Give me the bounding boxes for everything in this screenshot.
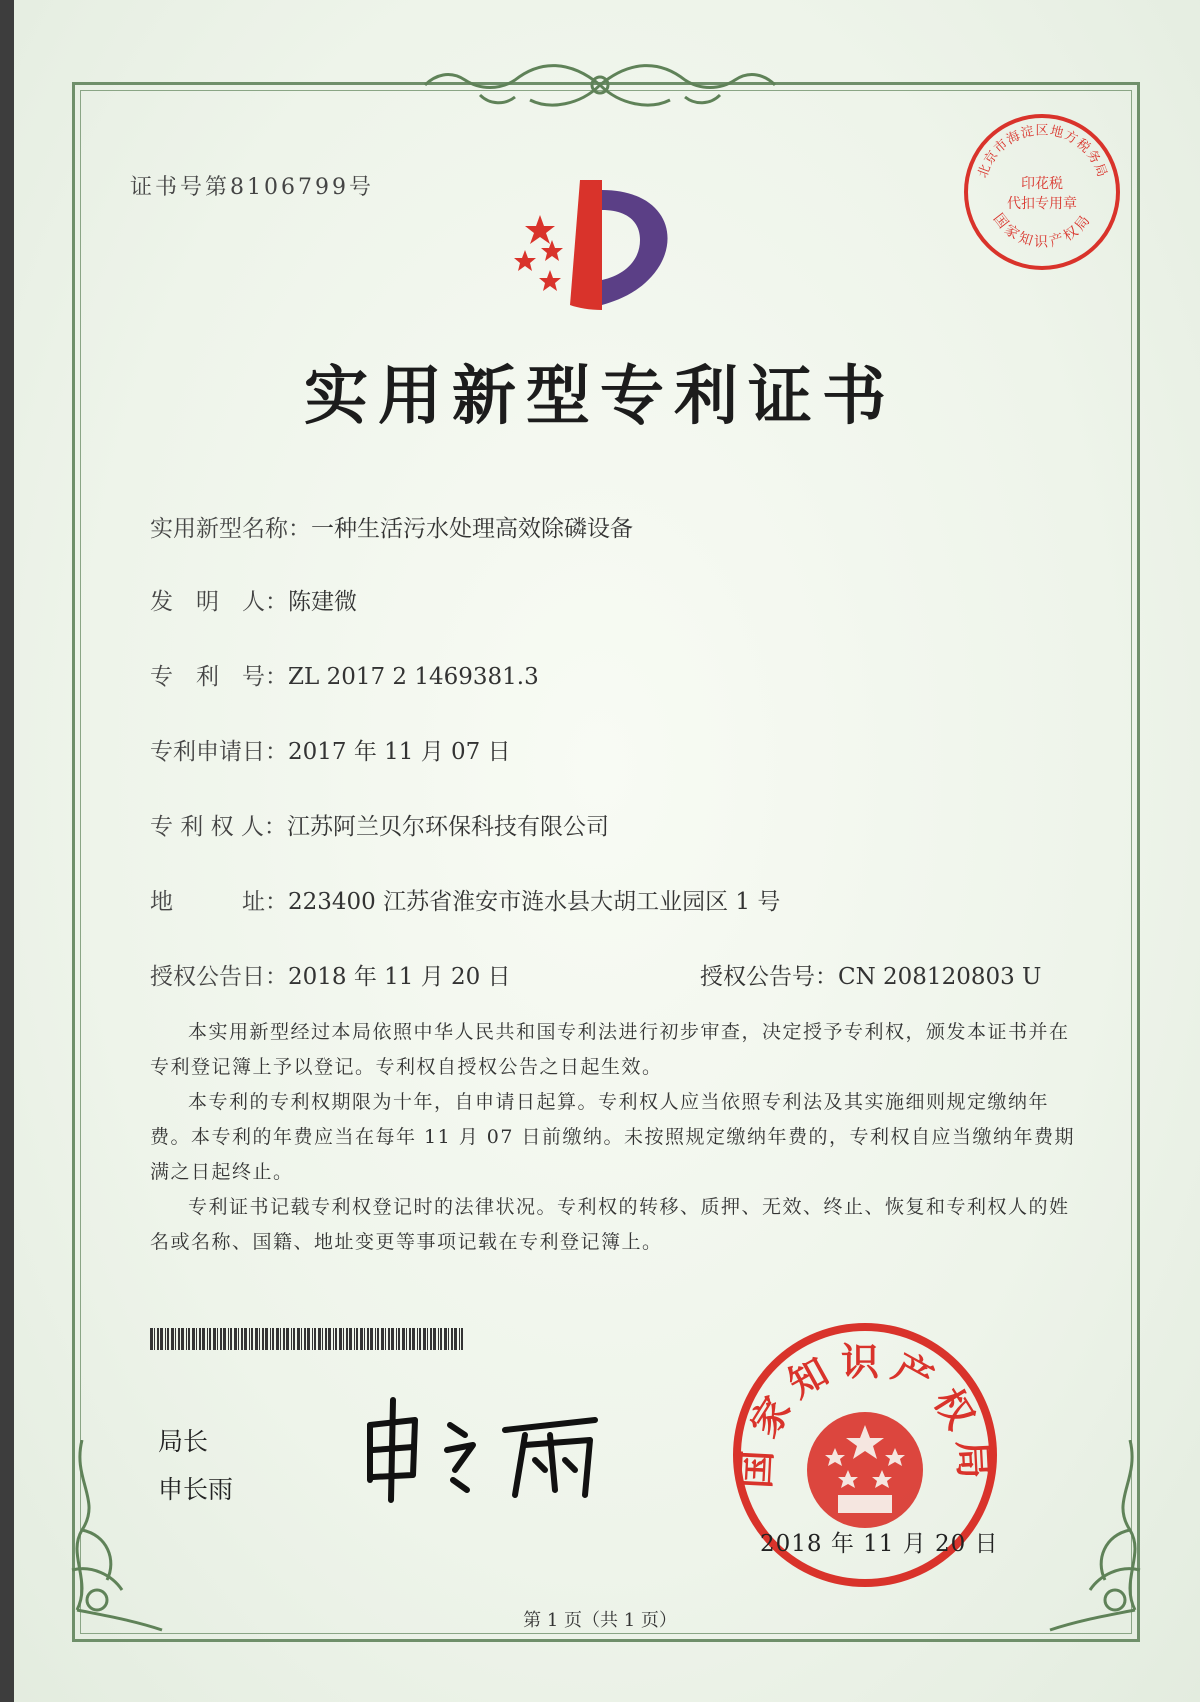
utility-model-name-row — [150, 510, 633, 543]
top-ornament-icon — [420, 55, 780, 115]
grant-date-value: 2018 年 11 月 20 日 — [288, 964, 511, 990]
certificate-number: 证书号第8106799号 — [130, 175, 374, 200]
grant-date-row — [150, 958, 511, 991]
address-value: 223400 江苏省淮安市涟水县大胡工业园区 1 号 — [288, 889, 781, 915]
address-row — [150, 883, 780, 916]
patentee-label: 专 利 权 人： — [150, 814, 287, 840]
filing-date-row — [150, 733, 511, 766]
inventor-value: 陈建微 — [288, 589, 357, 615]
grant-number-row — [700, 958, 1041, 991]
utility-model-name-value: 一种生活污水处理高效除磷设备 — [311, 516, 633, 542]
scan-edge — [0, 0, 14, 1702]
director-title: 局长 — [158, 1427, 209, 1456]
barcode-icon — [150, 1328, 465, 1350]
director-signature-icon — [355, 1395, 625, 1505]
certificate-title: 实用新型专利证书 — [304, 360, 896, 434]
inventor-label: 发 明 人： — [150, 589, 288, 615]
filing-date-value: 2017 年 11 月 07 日 — [288, 739, 511, 765]
grant-date-label: 授权公告日： — [150, 964, 288, 990]
patent-office-logo-icon — [510, 170, 680, 320]
patentee-row — [150, 808, 609, 841]
body-paragraph-2: 本专利的专利权期限为十年，自申请日起算。专利权人应当依照专利法及其实施细则规定缴纳年费。本专利的年费应当在每年 11 月 07 日前缴纳。未按照规定缴纳年费的，专利权自应当缴纳年费期满之日起终止。 — [150, 1091, 1076, 1183]
body-paragraph-1: 本实用新型经过本局依照中华人民共和国专利法进行初步审查，决定授予专利权，颁发本证书并在专利登记簿上予以登记。专利权自授权公告之日起生效。 — [150, 1021, 1070, 1078]
grant-number-label: 授权公告号： — [700, 964, 838, 990]
svg-text:国家知识产权局: 国家知识产权局 — [733, 1340, 997, 1490]
certificate-body — [150, 1015, 1080, 1260]
address-label: 地 址： — [150, 889, 288, 915]
utility-model-name-label: 实用新型名称： — [150, 516, 311, 542]
patent-number-value: ZL 2017 2 1469381.3 — [288, 664, 539, 690]
seal-date: 2018 年 11 月 20 日 — [760, 1531, 999, 1557]
patent-number-label: 专 利 号： — [150, 664, 288, 690]
patent-number-row — [150, 658, 539, 691]
director-name: 申长雨 — [158, 1475, 234, 1504]
body-paragraph-3: 专利证书记载专利权登记时的法律状况。专利权的转移、质押、无效、终止、恢复和专利权人的姓名或名称、国籍、地址变更等事项记载在专利登记簿上。 — [150, 1196, 1070, 1253]
svg-text:印花税: 印花税 — [1021, 176, 1063, 192]
svg-text:代扣专用章: 代扣专用章 — [1007, 196, 1077, 212]
stamp-duty-seal-icon — [960, 110, 1125, 275]
svg-text:国家知识产权局: 国家知识产权局 — [989, 210, 1096, 251]
filing-date-label: 专利申请日： — [150, 739, 288, 765]
inventor-row — [150, 583, 357, 616]
patentee-value: 江苏阿兰贝尔环保科技有限公司 — [286, 814, 609, 840]
svg-text:北京市海淀区地方税务局: 北京市海淀区地方税务局 — [975, 123, 1110, 180]
grant-number-value: CN 208120803 U — [838, 964, 1042, 990]
page-number: 第 1 页（共 1 页） — [523, 1610, 677, 1631]
